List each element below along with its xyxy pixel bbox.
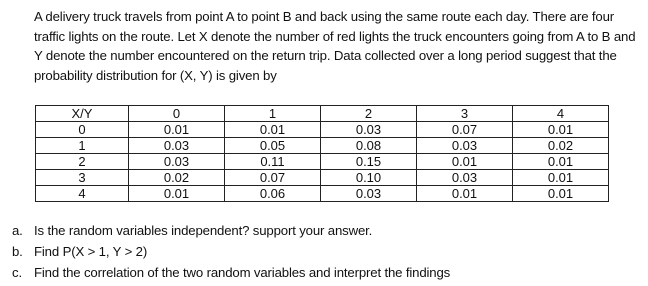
row-header: 1 <box>36 138 129 154</box>
question-marker: c. <box>12 265 22 280</box>
table-cell: 0.11 <box>225 154 321 170</box>
column-header: 3 <box>417 106 513 122</box>
table-cell: 0.07 <box>417 122 513 138</box>
table-row <box>36 122 609 138</box>
table-row <box>36 186 609 202</box>
table-cell: 0.01 <box>513 122 609 138</box>
probability-table <box>35 105 609 202</box>
table-cell: 0.07 <box>225 170 321 186</box>
table-cell: 0.10 <box>321 170 417 186</box>
question-item <box>12 241 450 262</box>
table-cell: 0.03 <box>321 122 417 138</box>
column-header: 4 <box>513 106 609 122</box>
table-header-row <box>36 106 609 122</box>
table-cell: 0.08 <box>321 138 417 154</box>
table-cell: 0.06 <box>225 186 321 202</box>
problem-line-4: probability distribution for (X, Y) is given by <box>34 67 277 83</box>
table-row <box>36 154 609 170</box>
table-corner-cell: X/Y <box>36 106 129 122</box>
table-cell: 0.01 <box>513 154 609 170</box>
table-cell: 0.03 <box>417 138 513 154</box>
column-header: 2 <box>321 106 417 122</box>
table-cell: 0.02 <box>129 170 225 186</box>
question-text: Find the correlation of the two random variables and interpret the findings <box>34 265 451 280</box>
table-cell: 0.03 <box>417 170 513 186</box>
table-cell: 0.01 <box>225 122 321 138</box>
problem-line-3: Y denote the number encountered on the return trip. Data collected over a long period suggest that the <box>34 48 617 63</box>
table-row <box>36 138 609 154</box>
row-header: 3 <box>36 170 129 186</box>
table-cell: 0.15 <box>321 154 417 170</box>
table-cell: 0.01 <box>513 170 609 186</box>
question-marker: a. <box>12 223 23 238</box>
table-cell: 0.01 <box>513 186 609 202</box>
table-cell: 0.03 <box>129 138 225 154</box>
table-cell: 0.02 <box>513 138 609 154</box>
table-row <box>36 170 609 186</box>
problem-line-2: traffic lights on the route. Let X denote the number of red lights the truck encounters going from A to B and <box>34 28 636 44</box>
row-header: 4 <box>36 186 129 202</box>
column-header: 1 <box>225 106 321 122</box>
table-cell: 0.01 <box>417 154 513 170</box>
table-cell: 0.01 <box>417 186 513 202</box>
question-text: Is the random variables independent? support your answer. <box>34 223 373 238</box>
problem-statement <box>34 7 644 85</box>
row-header: 0 <box>36 122 129 138</box>
question-text: Find P(X > 1, Y > 2) <box>34 244 148 259</box>
table-cell: 0.03 <box>321 186 417 202</box>
table-cell: 0.01 <box>129 122 225 138</box>
question-item <box>12 262 450 283</box>
question-item <box>12 220 450 241</box>
column-header: 0 <box>129 106 225 122</box>
table-cell: 0.01 <box>129 186 225 202</box>
problem-line-1: A delivery truck travels from point A to point B and back using the same route each day. There are four <box>34 9 615 24</box>
question-list <box>12 220 450 283</box>
question-marker: b. <box>12 244 23 259</box>
row-header: 2 <box>36 154 129 170</box>
table-cell: 0.05 <box>225 138 321 154</box>
table-cell: 0.03 <box>129 154 225 170</box>
